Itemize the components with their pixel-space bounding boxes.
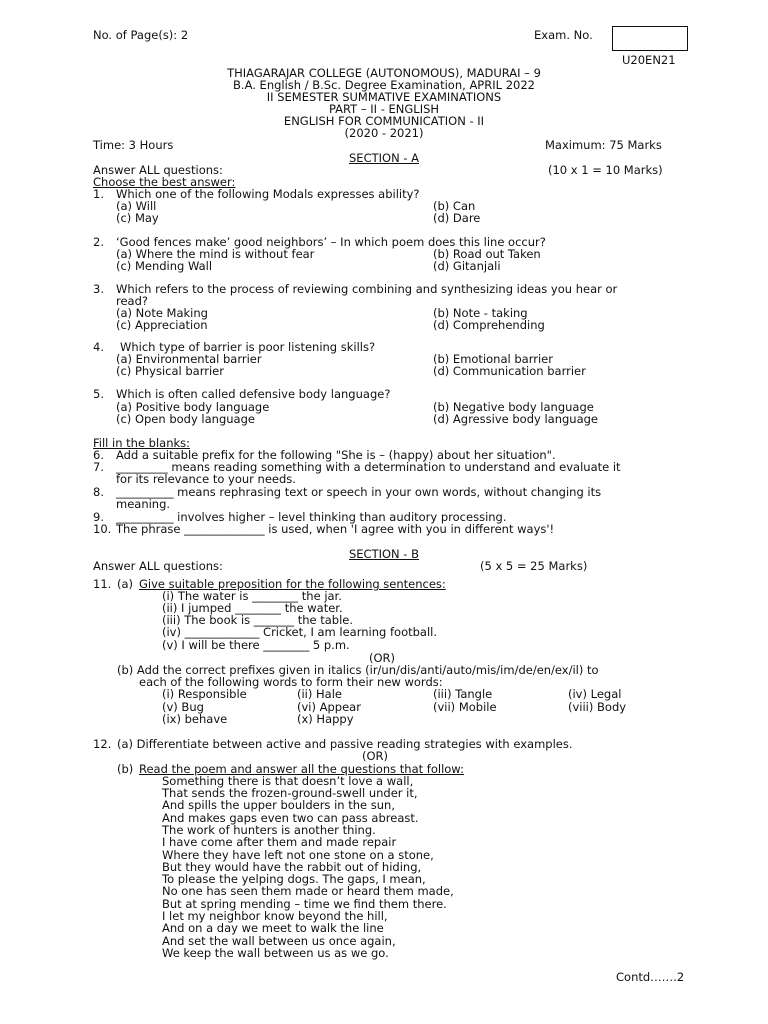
q5-option-a: (a) Positive body language [116,400,270,414]
poem-line: We keep the wall between us as we go. [162,946,389,960]
q11a-label: (a) [117,577,134,591]
poem-line: No one has seen them made or heard them made, [162,884,454,898]
prefix-word: (iii) Tangle [433,687,493,701]
q7-text-line1: _________ means reading something with a determination to understand and evaluate it [116,460,621,474]
q3-text-line1: Which refers to the process of reviewing combining and synthesizing ideas you hear or [116,282,618,296]
q11a-title: Give suitable preposition for the following sentences: [139,577,446,591]
q9-text: __________ involves higher – level thinking than auditory processing. [116,510,507,524]
poem-line: Something there is that doesn’t love a wall, [162,774,414,788]
q11a-item: (ii) I jumped ________ the water. [162,601,343,615]
subject-code: U20EN21 [622,53,676,67]
or-divider: (OR) [362,749,389,763]
q2-option-d: (d) Gitanjali [433,259,501,273]
batch-line: (2020 - 2021) [344,126,424,140]
section-b-instruction: Answer ALL questions: [93,559,223,573]
q4-text: Which type of barrier is poor listening skills? [120,340,376,354]
degree-line: B.A. English / B.Sc. Degree Examination, APRIL 2022 [233,78,535,92]
continued-note: Contd…….2 [616,970,685,984]
q8-num: 8. [93,485,104,499]
q2-text: ‘Good fences make’ good neighbors’ – In which poem does this line occur? [116,235,546,249]
q1-num: 1. [93,187,104,201]
max-marks: Maximum: 75 Marks [545,138,662,152]
section-b-marks: (5 x 5 = 25 Marks) [480,559,588,573]
q11a-item: (iv) _____________ Cricket, I am learning football. [162,625,438,639]
semester-line: II SEMESTER SUMMATIVE EXAMINATIONS [266,90,502,104]
prefix-word: (x) Happy [297,712,354,726]
q3-option-c: (c) Appreciation [116,318,208,332]
q9-num: 9. [93,510,104,524]
poem-line: But they would have the rabbit out of hiding, [162,860,422,874]
prefix-word: (i) Responsible [162,687,247,701]
prefix-word: (iv) Legal [568,687,622,701]
poem-line: Where they have left not one stone on a stone, [162,848,434,862]
prefix-word: (vi) Appear [297,700,361,714]
prefix-word: (ix) behave [162,712,228,726]
q3-num: 3. [93,282,104,296]
poem-line: I have come after them and made repair [162,835,397,849]
section-a-marks: (10 x 1 = 10 Marks) [548,163,663,177]
prefix-word: (vii) Mobile [433,700,497,714]
prefix-word: (v) Bug [162,700,204,714]
poem-line: The work of hunters is another thing. [162,823,376,837]
q6-text: Add a suitable prefix for the following "She is – (happy) about her situation". [116,448,556,462]
q3-option-d: (d) Comprehending [433,318,545,332]
q2-option-b: (b) Road out Taken [433,247,541,261]
q2-option-a: (a) Where the mind is without fear [116,247,315,261]
q4-option-c: (c) Physical barrier [116,364,224,378]
poem-line: But at spring mending – time we find them there. [162,897,447,911]
prefix-word: (viii) Body [568,700,627,714]
q6-num: 6. [93,448,104,462]
poem-line: I let my neighbor know beyond the hill, [162,909,388,923]
q4-option-a: (a) Environmental barrier [116,352,262,366]
q2-num: 2. [93,235,104,249]
poem-line: To please the yelping dogs. The gaps, I mean, [162,872,426,886]
prefix-word: (ii) Hale [297,687,342,701]
exam-no-label: Exam. No. [534,28,593,42]
poem-line: And spills the upper boulders in the sun, [162,798,395,812]
q11a-item: (v) I will be there ________ 5 p.m. [162,638,350,652]
q4-num: 4. [93,340,104,354]
exam-no-box [612,26,688,51]
poem-line: And makes gaps even two can pass abreast. [162,811,419,825]
q1-option-a: (a) Will [116,199,157,213]
part-line: PART – II - ENGLISH [328,102,440,116]
section-a-title: SECTION - A [349,151,419,165]
q3-option-a: (a) Note Making [116,306,208,320]
choose-title: Choose the best answer: [93,175,236,189]
q1-option-c: (c) May [116,211,159,225]
q10-text: The phrase ______________ is used, when 'I agree with you in different ways'! [116,522,555,536]
q12b-label: (b) [117,762,134,776]
poem-line: And set the wall between us once again, [162,934,396,948]
q12-num: 12. [93,737,112,751]
q11b-text-line1: (b) Add the correct prefixes given in italics (ir/un/dis/anti/auto/mis/im/de/en/ex/il) to [117,663,599,677]
q4-option-d: (d) Communication barrier [433,364,586,378]
or-divider: (OR) [369,651,396,665]
q5-text: Which is often called defensive body language? [116,387,391,401]
q8-text-line2: meaning. [116,497,171,511]
q8-text-line1: __________ means rephrasing text or speech in your own words, without changing its [116,485,602,499]
q1-option-b: (b) Can [433,199,476,213]
q7-text-line2: for its relevance to your needs. [116,472,296,486]
q1-option-d: (d) Dare [433,211,481,225]
time-label: Time: 3 Hours [93,138,174,152]
q4-option-b: (b) Emotional barrier [433,352,553,366]
q2-option-c: (c) Mending Wall [116,259,213,273]
q5-option-c: (c) Open body language [116,412,255,426]
q11b-text-line2: each of the following words to form their new words: [139,675,443,689]
q3-text-line2: read? [116,294,149,308]
section-a-instruction: Answer ALL questions: [93,163,223,177]
q12a-text: (a) Differentiate between active and passive reading strategies with examples. [117,737,573,751]
page-count: No. of Page(s): 2 [93,28,189,42]
college-name: THIAGARAJAR COLLEGE (AUTONOMOUS), MADURAI – 9 [227,66,541,80]
q11-num: 11. [93,577,112,591]
q5-option-b: (b) Negative body language [433,400,594,414]
course-line: ENGLISH FOR COMMUNICATION - II [283,114,485,128]
q11a-item: (i) The water is ________ the jar. [162,589,342,603]
q10-num: 10. [93,522,112,536]
q12b-title: Read the poem and answer all the questions that follow: [139,762,464,776]
q1-text: Which one of the following Modals expresses ability? [116,187,420,201]
poem-line: And on a day we meet to walk the line [162,921,384,935]
q5-option-d: (d) Agressive body language [433,412,598,426]
q5-num: 5. [93,387,104,401]
fill-title: Fill in the blanks: [93,436,191,450]
q7-num: 7. [93,460,104,474]
section-b-title: SECTION - B [348,547,420,561]
q3-option-b: (b) Note - taking [433,306,528,320]
q11a-item: (iii) The book is _______ the table. [162,613,354,627]
poem-line: That sends the frozen-ground-swell under it, [162,786,418,800]
